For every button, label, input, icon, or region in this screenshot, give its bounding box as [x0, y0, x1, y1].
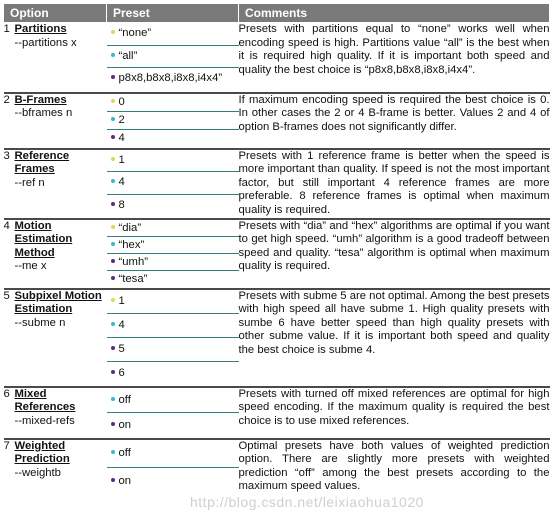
preset-value — [107, 253, 239, 270]
bullet-dot-icon — [111, 117, 115, 121]
bullet-dot-icon — [111, 276, 115, 280]
comment-cell: Presets with “dia” and “hex” algorithms are optimal if you want to get high speed. “umh” algorithm is a good tradeoff between speed and quality. “tesa” algorithm is optimal when maximum quality is required. — [239, 219, 550, 289]
preset-value — [107, 194, 239, 217]
comment-cell: Presets with partitions equal to “none” works well when encoding speed is high. Partitions value “all” is the best when it is required high quality. If it is important both speed and quality the best choice is “p8x8,b8x8,i8x8,i4x4”. — [238, 23, 550, 76]
option-title: Mixed References — [14, 387, 76, 414]
preset-text: p8x8,b8x8,i8x8,i4x4” — [118, 72, 223, 85]
preset-value — [107, 313, 239, 337]
option-number: 4 — [3, 219, 10, 232]
bullet-dot-icon — [111, 135, 115, 139]
option-cell — [4, 23, 107, 93]
preset-value — [107, 171, 239, 194]
preset-value — [107, 67, 239, 90]
bullet-dot-icon — [111, 157, 115, 161]
option-number: 5 — [3, 289, 10, 302]
preset-text: “umh” — [118, 255, 148, 268]
option-number: 7 — [3, 439, 10, 452]
bullet-dot-icon — [111, 225, 115, 229]
comment-cell: Presets with 1 reference frame is better when the speed is more important than quality. If speed is not the most important factor, but still important 4 reference frames are more preferable. 8 reference frames is optimal when maximum quality is required. — [239, 149, 550, 219]
preset-value — [107, 467, 239, 495]
option-flag: --partitions x — [14, 36, 77, 49]
preset-value — [107, 337, 239, 361]
preset-text: 4 — [118, 176, 125, 189]
preset-cell — [107, 439, 239, 497]
preset-text: “tesa” — [118, 272, 148, 285]
preset-text: “none” — [118, 27, 152, 39]
option-cell — [4, 289, 107, 387]
preset-cell — [107, 289, 239, 387]
option-flag: --weightb — [14, 466, 61, 479]
preset-text: 1 — [118, 294, 125, 307]
option-title: Weighted Prediction — [14, 439, 70, 466]
comment-cell: If maximum encoding speed is required the best choice is 0. In other cases the 2 or 4 B-frame is better. Values 2 and 4 of option B-frames does not significantly differ. — [239, 93, 550, 149]
option-number: 2 — [3, 93, 10, 106]
header-comments: Comments — [239, 4, 550, 23]
preset-text: 6 — [118, 366, 125, 379]
option-row — [4, 289, 550, 387]
preset-text: “dia” — [118, 221, 142, 234]
bullet-dot-icon — [111, 99, 115, 103]
option-number: 6 — [3, 387, 10, 400]
option-title: Partitions — [14, 23, 67, 35]
preset-text: “all” — [118, 49, 138, 62]
option-flag: --ref n — [14, 176, 45, 189]
preset-cell — [107, 387, 239, 439]
bullet-dot-icon — [111, 242, 115, 246]
preset-cell — [107, 219, 239, 289]
header-option: Option — [4, 4, 107, 23]
preset-value — [107, 236, 239, 253]
watermark: http://blog.csdn.net/leixiaohua1020 — [190, 494, 424, 510]
bullet-dot-icon — [111, 322, 115, 326]
preset-value — [107, 440, 239, 467]
preset-text: 0 — [118, 95, 125, 108]
preset-text: off — [118, 446, 131, 459]
option-row — [4, 387, 550, 439]
option-row — [4, 439, 550, 497]
preset-value — [107, 220, 239, 236]
bullet-dot-icon — [111, 298, 115, 302]
preset-text: off — [118, 393, 131, 406]
preset-text: “hex” — [118, 238, 145, 251]
preset-value — [107, 94, 239, 111]
option-cell — [4, 439, 107, 497]
preset-value — [107, 23, 239, 45]
preset-value — [107, 290, 239, 313]
bullet-dot-icon — [111, 478, 115, 482]
comment-cell: Optimal presets have both values of weighted prediction option. There are slightly more presets with weighted prediction “off” among the best presets according to the maximum speed values. — [239, 439, 550, 497]
option-cell — [4, 149, 107, 219]
header-row — [4, 4, 550, 23]
header-preset: Preset — [107, 4, 239, 23]
option-row — [4, 219, 550, 289]
preset-cell — [107, 23, 239, 93]
bullet-dot-icon — [111, 422, 115, 426]
bullet-dot-icon — [111, 179, 115, 183]
option-flag: --bframes n — [14, 107, 73, 120]
preset-text: on — [118, 418, 132, 431]
preset-text: 1 — [118, 153, 125, 166]
preset-text: 5 — [118, 342, 125, 355]
preset-text: on — [118, 474, 132, 487]
preset-text: 4 — [118, 318, 125, 331]
comment-cell: Presets with subme 5 are not optimal. Among the best presets with high speed all have subme 1. High quality presets with sumbe 6 have better speed than high quality presets with other subme value. If it is important both speed and quality the best choice is subme 4. — [239, 289, 550, 387]
preset-value — [107, 129, 239, 147]
option-title: Subpixel Motion Estimation — [14, 289, 102, 316]
preset-cell — [107, 149, 239, 219]
bullet-dot-icon — [111, 346, 115, 350]
preset-value — [107, 150, 239, 172]
bullet-dot-icon — [111, 397, 115, 401]
bullet-dot-icon — [111, 53, 115, 57]
preset-value — [107, 412, 239, 437]
option-title: Motion Estimation Method — [14, 219, 73, 259]
option-number: 1 — [3, 23, 10, 35]
preset-value — [107, 388, 239, 412]
option-flag: --mixed-refs — [14, 414, 75, 427]
preset-value — [107, 270, 239, 287]
bullet-dot-icon — [111, 450, 115, 454]
comment-cell: Presets with turned off mixed references are optimal for high speed encoding. If the maximum quality is required the best choice is to use mixed references. — [239, 387, 550, 439]
preset-cell — [107, 93, 239, 149]
preset-text: 8 — [118, 198, 125, 211]
bullet-dot-icon — [111, 259, 115, 263]
bullet-dot-icon — [111, 30, 115, 34]
option-cell — [4, 387, 107, 439]
preset-value — [107, 111, 239, 129]
option-row — [4, 23, 550, 93]
option-cell — [4, 219, 107, 289]
option-number: 3 — [3, 149, 10, 162]
option-flag: --me x — [14, 260, 47, 273]
option-cell — [4, 93, 107, 149]
preset-text: 2 — [118, 113, 125, 126]
bullet-dot-icon — [111, 75, 115, 79]
preset-value — [107, 45, 239, 68]
preset-text: 4 — [118, 131, 125, 144]
options-table — [3, 3, 550, 497]
option-title: B-Frames — [14, 93, 67, 106]
bullet-dot-icon — [111, 202, 115, 206]
option-flag: --subme n — [14, 316, 66, 329]
option-row — [4, 149, 550, 219]
preset-value — [107, 361, 239, 385]
bullet-dot-icon — [111, 370, 115, 374]
option-title: Reference Frames — [14, 149, 70, 176]
option-row — [4, 93, 550, 149]
